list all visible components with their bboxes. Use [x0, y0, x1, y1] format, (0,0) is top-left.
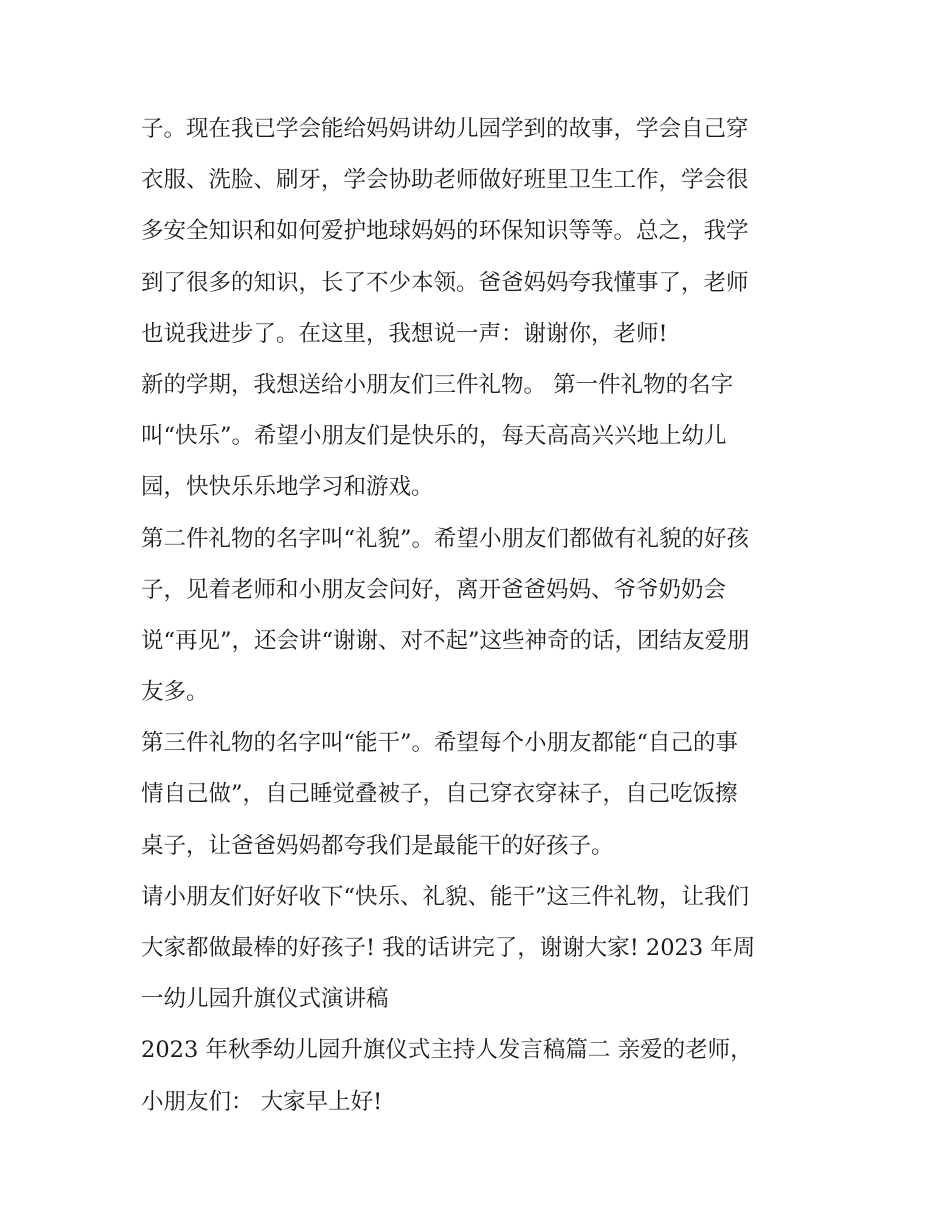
text-line: 桌子，让爸爸妈妈都夸我们是最能干的好孩子。: [141, 832, 614, 859]
text-line: 多安全知识和如何爱护地球妈妈的环保知识等等。总之，我学: [141, 218, 749, 245]
text-line: 叫“快乐”。希望小朋友们是快乐的，每天高高兴兴地上幼儿: [141, 423, 727, 450]
text-line: 一幼儿园升旗仪式演讲稿: [141, 986, 389, 1013]
text-line: 第三件礼物的名字叫“能干”。希望每个小朋友都能“自己的事: [141, 730, 739, 757]
text-line: 到了很多的知识，长了不少本领。爸爸妈妈夸我懂事了，老师: [141, 269, 749, 296]
text-line: 请小朋友们好好收下“快乐、礼貌、能干”这三件礼物，让我们: [141, 883, 750, 910]
text-line: 园，快快乐乐地学习和游戏。: [141, 474, 434, 501]
text-line: 友多。: [141, 679, 209, 706]
text-line: 情自己做”，自己睡觉叠被子，自己穿衣穿袜子，自己吃饭擦: [141, 781, 738, 808]
text-line: 第二件礼物的名字叫“礼貌”。希望小朋友们都做有礼貌的好孩: [141, 525, 750, 552]
text-line: 子。现在我已学会能给妈妈讲幼儿园学到的故事，学会自己穿: [141, 116, 749, 142]
text-line: 衣服、洗脸、刷牙，学会协助老师做好班里卫生工作，学会很: [141, 167, 749, 194]
text-line: 2023 年秋季幼儿园升旗仪式主持人发言稿篇二 亲爱的老师，: [141, 1037, 753, 1064]
text-line: 也说我进步了。在这里，我想说一声：谢谢你，老师!: [141, 320, 668, 347]
text-line: 子，见着老师和小朋友会问好，离开爸爸妈妈、爷爷奶奶会: [141, 576, 727, 603]
text-line: 小朋友们： 大家早上好!: [141, 1088, 383, 1115]
document-body: [141, 104, 821, 1128]
text-line: 大家都做最棒的好孩子! 我的话讲完了，谢谢大家! 2023 年周: [141, 935, 756, 961]
text-line: 说“再见”，还会讲“谢谢、对不起”这些神奇的话，团结友爱朋: [141, 627, 750, 654]
text-line: 新的学期，我想送给小朋友们三件礼物。 第一件礼物的名字: [141, 371, 734, 398]
